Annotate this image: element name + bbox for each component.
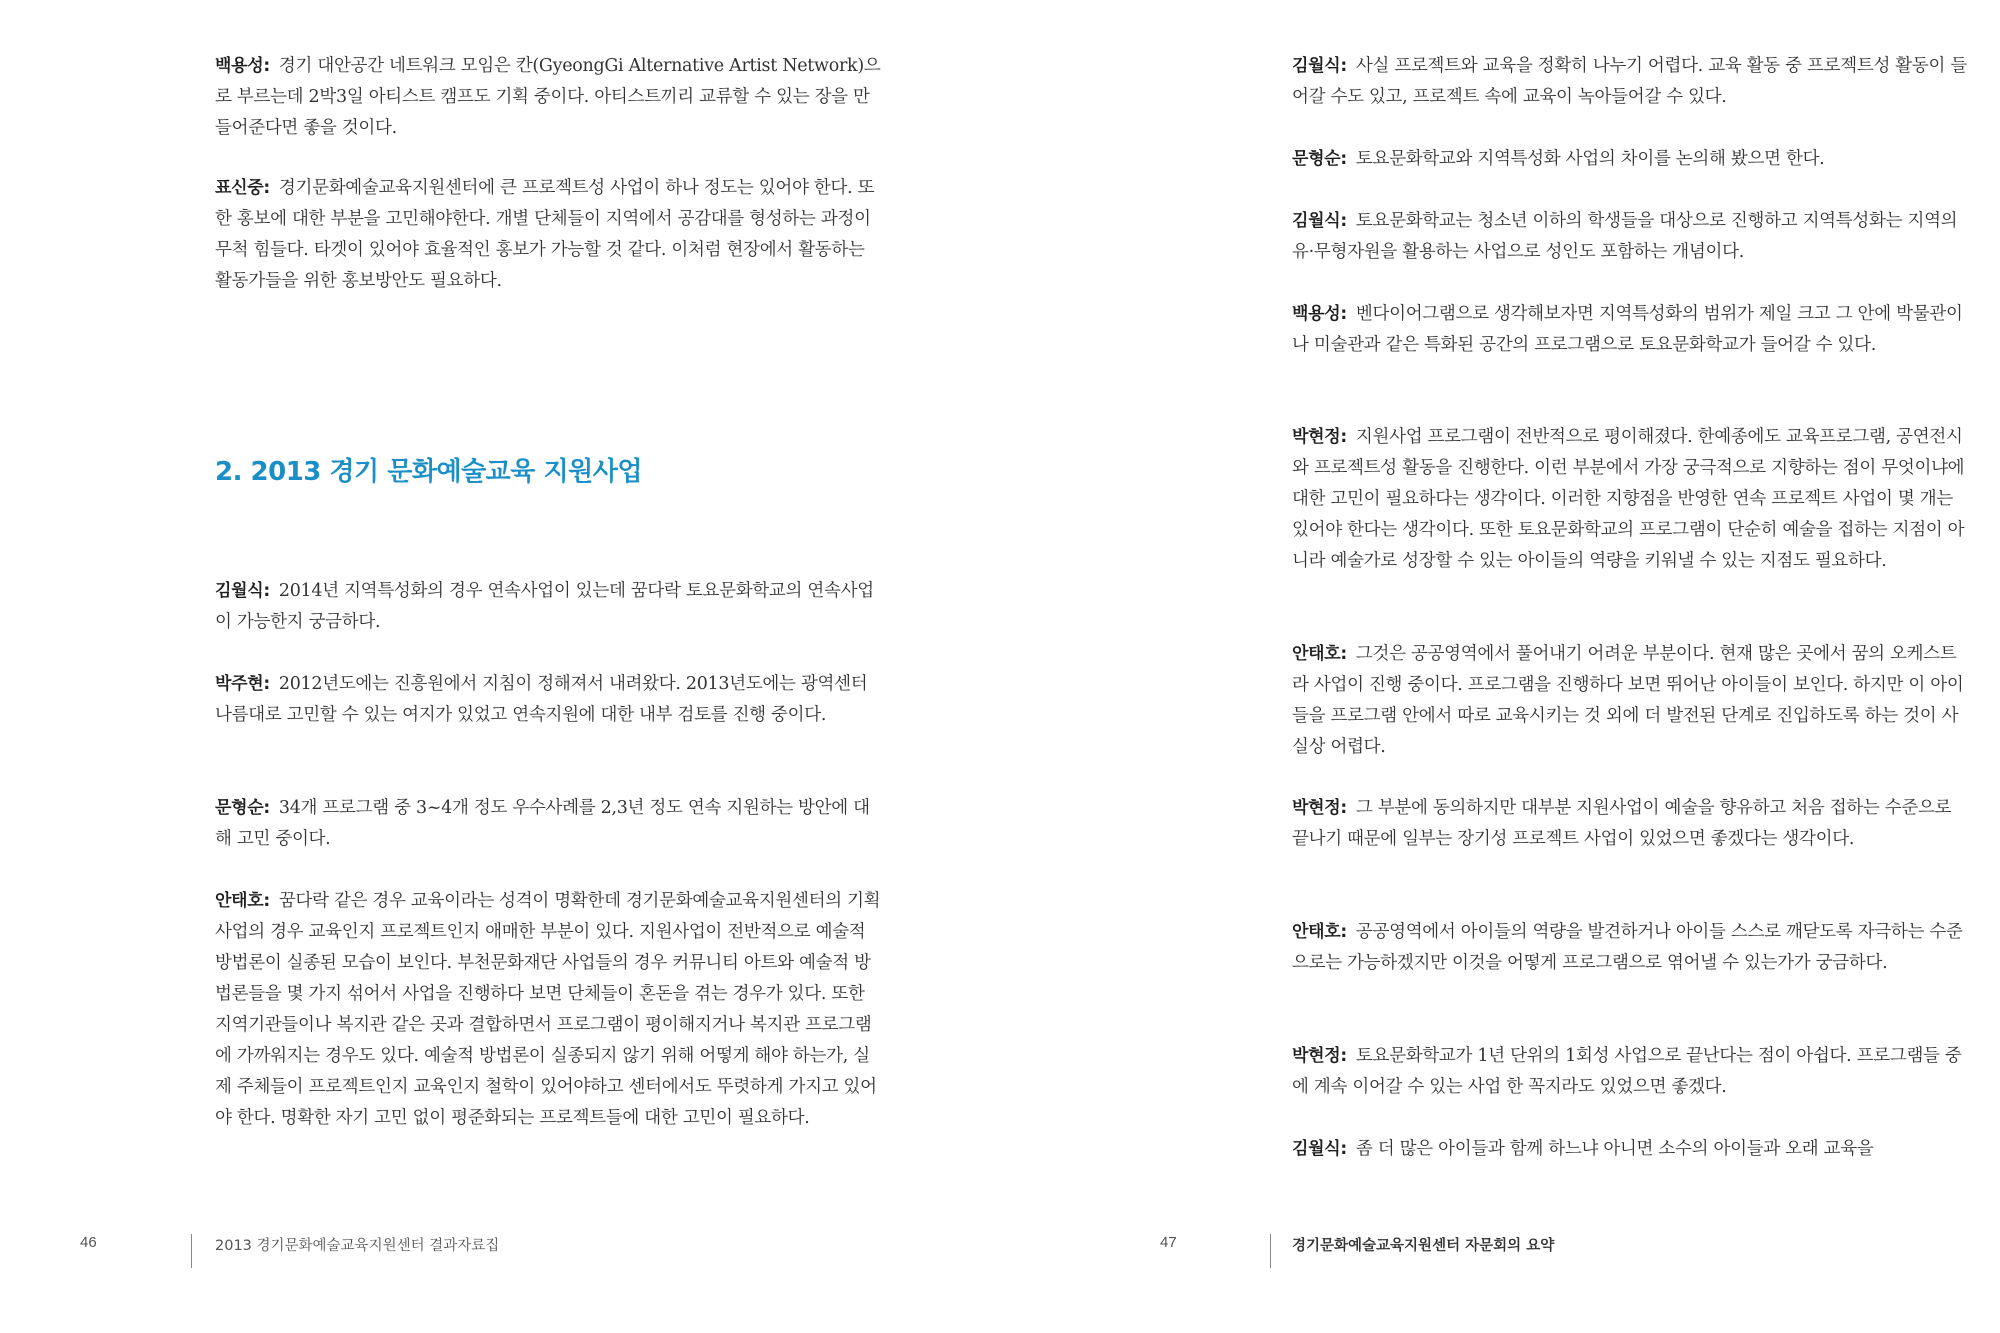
speaker-name: 김월식: (215, 581, 270, 601)
entry-text: 2014년 지역특성화의 경우 연속사업이 있는데 꿈다락 토요문화학교의 연속사업이 가능한지 궁금하다. (215, 581, 874, 632)
entry-text: 경기 대안공간 네트워크 모임은 칸(GyeongGi Alternative Artist Network)으로 부르는데 2박3일 아티스트 캠프도 기획 중이다. 아티스트끼리 교류할 수 있는 장을 만들어준다면 좋을 것이다. (215, 56, 881, 138)
footer-title: 경기문화예술교육지원센터 자문회의 요약 (1292, 1238, 1555, 1254)
page-number: 46 (80, 1234, 97, 1251)
speaker-name: 표신중: (215, 178, 270, 198)
dialogue-entry (215, 51, 885, 144)
entry-text: 토요문화학교가 1년 단위의 1회성 사업으로 끝난다는 점이 아쉽다. 프로그램들 중에 계속 이어갈 수 있는 사업 한 꼭지라도 있었으면 좋겠다. (1292, 1046, 1962, 1097)
speaker-name: 박주현: (215, 674, 270, 694)
entry-text: 꿈다락 같은 경우 교육이라는 성격이 명확한데 경기문화예술교육지원센터의 기획 사업의 경우 교육인지 프로젝트인지 애매한 부분이 있다. 지원사업이 전반적으로 예술적 방법론이 실종된 모습이 보인다. 부천문화재단 사업들의 경우 커뮤니티 아트와 예술적 방법론들을 몇 가지 섞어서 사업을 진행하다 보면 단체들이 혼돈을 겪는 경우가 있다. 또한 지역기관들이나 복지관 같은 곳과 결합하면서 프로그램이 평이해지거나 복지관 프로그램에 가까워지는 경우도 있다. 예술적 방법론이 실종되지 않기 위해 어떻게 해야 하는가, 실제 주체들이 프로젝트인지 교육인지 철학이 있어야하고 센터에서도 뚜렷하게 가지고 있어야 한다. 명확한 자기 고민 없이 평준화되는 프로젝트들에 대한 고민이 필요하다. (215, 891, 881, 1128)
dialogue-entry (215, 886, 885, 1134)
entry-text: 사실 프로젝트와 교육을 정확히 나누기 어렵다. 교육 활동 중 프로젝트성 활동이 들어갈 수도 있고, 프로젝트 속에 교육이 녹아들어갈 수 있다. (1292, 56, 1967, 107)
entry-text: 34개 프로그램 중 3~4개 정도 우수사례를 2,3년 정도 연속 지원하는 방안에 대해 고민 중이다. (215, 798, 870, 849)
entry-text: 경기문화예술교육지원센터에 큰 프로젝트성 사업이 하나 정도는 있어야 한다. 또한 홍보에 대한 부분을 고민해야한다. 개별 단체들이 지역에서 공감대를 형성하는 과정이 무척 힘들다. 타겟이 있어야 효율적인 홍보가 가능할 것 같다. 이처럼 현장에서 활동하는 활동가들을 위한 홍보방안도 필요하다. (215, 178, 875, 291)
entry-text: 그 부분에 동의하지만 대부분 지원사업이 예술을 향유하고 처음 접하는 수준으로 끝나기 때문에 일부는 장기성 프로젝트 사업이 있었으면 좋겠다는 생각이다. (1292, 798, 1952, 849)
dialogue-entry (1292, 1134, 1972, 1165)
speaker-name: 김월식: (1292, 211, 1347, 231)
speaker-name: 문형순: (215, 798, 270, 818)
dialogue-entry (215, 793, 885, 855)
entry-text: 벤다이어그램으로 생각해보자면 지역특성화의 범위가 제일 크고 그 안에 박물관이나 미술관과 같은 특화된 공간의 프로그램으로 토요문화학교가 들어갈 수 있다. (1292, 304, 1963, 355)
dialogue-entry (1292, 51, 1972, 113)
speaker-name: 김월식: (1292, 1139, 1347, 1159)
speaker-name: 안태호: (215, 891, 270, 911)
footer-title: 2013 경기문화예술교육지원센터 결과자료집 (215, 1238, 500, 1254)
speaker-name: 박현정: (1292, 427, 1347, 447)
entry-text: 지원사업 프로그램이 전반적으로 평이해졌다. 한예종에도 교육프로그램, 공연전시와 프로젝트성 활동을 진행한다. 이런 부분에서 가장 궁극적으로 지향하는 점이 무엇이냐에 대한 고민이 필요하다는 생각이다. 이러한 지향점을 반영한 연속 프로젝트 사업이 몇 개는 있어야 한다는 생각이다. 또한 토요문화학교의 프로그램이 단순히 예술을 접하는 지점이 아니라 예술가로 성장할 수 있는 아이들의 역량을 키워낼 수 있는 지점도 필요하다. (1292, 427, 1965, 571)
dialogue-entry (1292, 917, 1972, 979)
dialogue-entry (215, 173, 885, 297)
speaker-name: 김월식: (1292, 56, 1347, 76)
entry-text: 공공영역에서 아이들의 역량을 발견하거나 아이들 스스로 깨닫도록 자극하는 수준으로는 가능하겠지만 이것을 어떻게 프로그램으로 엮어낼 수 있는가가 궁금하다. (1292, 922, 1963, 973)
dialogue-entry (1292, 144, 1972, 175)
speaker-name: 안태호: (1292, 644, 1347, 664)
speaker-name: 안태호: (1292, 922, 1347, 942)
speaker-name: 문형순: (1292, 149, 1347, 169)
dialogue-entry (1292, 1041, 1972, 1103)
section-title: 2. 2013 경기 문화예술교육 지원사업 (215, 457, 642, 487)
entry-text: 토요문화학교는 청소년 이하의 학생들을 대상으로 진행하고 지역특성화는 지역의 유·무형자원을 활용하는 사업으로 성인도 포함하는 개념이다. (1292, 211, 1958, 262)
dialogue-entry (215, 669, 885, 731)
entry-text: 토요문화학교와 지역특성화 사업의 차이를 논의해 봤으면 한다. (1355, 149, 1825, 169)
dialogue-entry (1292, 639, 1972, 763)
footer-divider (1270, 1234, 1271, 1268)
dialogue-entry (1292, 793, 1972, 855)
dialogue-entry (1292, 206, 1972, 268)
dialogue-entry (215, 576, 885, 638)
speaker-name: 백용성: (215, 56, 270, 76)
speaker-name: 백용성: (1292, 304, 1347, 324)
entry-text: 2012년도에는 진흥원에서 지침이 정해져서 내려왔다. 2013년도에는 광역센터 나름대로 고민할 수 있는 여지가 있었고 연속지원에 대한 내부 검토를 진행 중이다. (215, 674, 868, 725)
dialogue-entry (1292, 299, 1972, 361)
entry-text: 그것은 공공영역에서 풀어내기 어려운 부분이다. 현재 많은 곳에서 꿈의 오케스트라 사업이 진행 중이다. 프로그램을 진행하다 보면 뛰어난 아이들이 보인다. 하지만 이 아이들을 프로그램 안에서 따로 교육시키는 것 외에 더 발전된 단계로 진입하도록 하는 것이 사실상 어렵다. (1292, 644, 1964, 757)
dialogue-entry (1292, 422, 1972, 577)
footer-divider (191, 1234, 192, 1268)
page-number: 47 (1160, 1234, 1177, 1251)
speaker-name: 박현정: (1292, 798, 1347, 818)
entry-text: 좀 더 많은 아이들과 함께 하느냐 아니면 소수의 아이들과 오래 교육을 (1355, 1139, 1874, 1159)
speaker-name: 박현정: (1292, 1046, 1347, 1066)
right-page (1000, 0, 2000, 1333)
